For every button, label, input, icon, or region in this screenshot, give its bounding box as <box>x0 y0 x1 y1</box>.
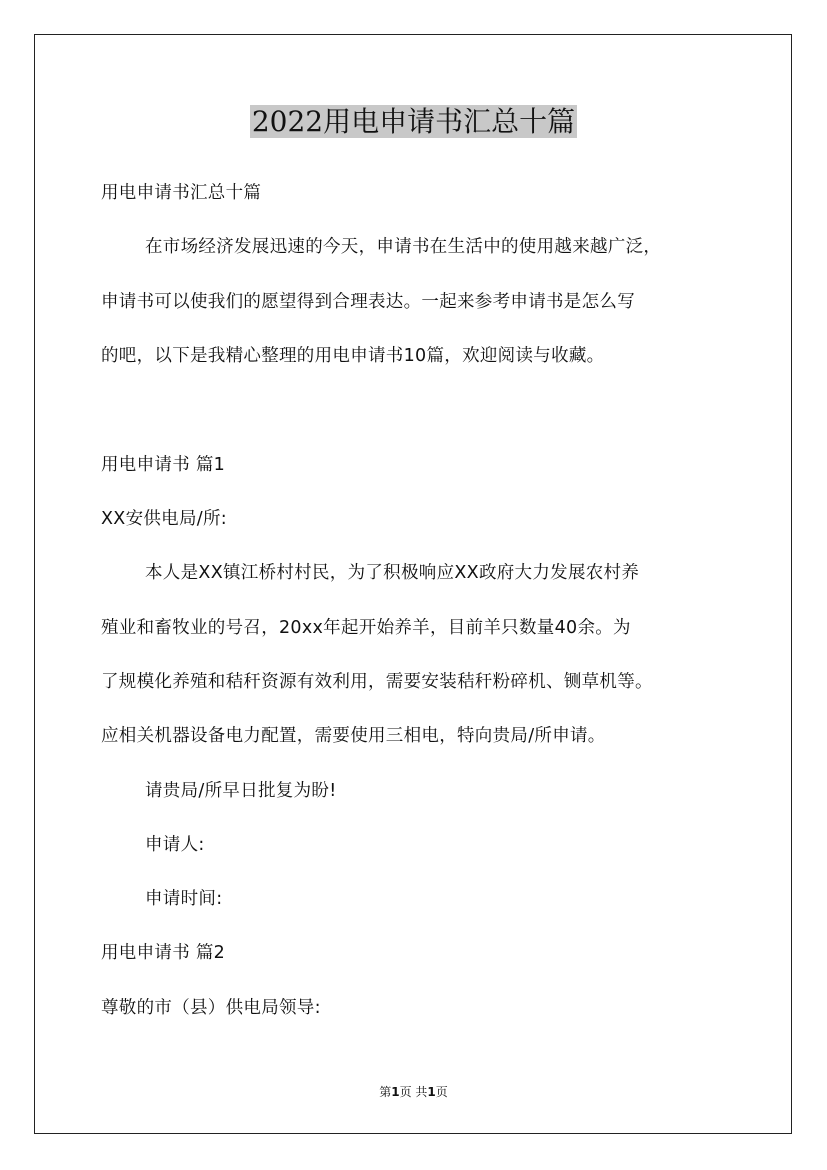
article-1-body-line-1: 本人是XX镇江桥村村民，为了积极响应XX政府大力发展农村养 <box>145 563 640 583</box>
footer-page-number: 1 <box>391 1085 400 1099</box>
article-2-heading: 用电申请书 篇2 <box>101 943 226 963</box>
article-1-heading: 用电申请书 篇1 <box>101 455 226 475</box>
article-2-addressee: 尊敬的市（县）供电局领导: <box>101 998 321 1018</box>
article-1-body-line-3: 了规模化养殖和秸秆资源有效利用，需要安装秸秆粉碎机、铡草机等。 <box>101 672 653 692</box>
footer-suffix: 页 <box>435 1085 448 1099</box>
document-title-text: 2022用电申请书汇总十篇 <box>251 105 576 138</box>
article-1-body-line-4: 应相关机器设备电力配置，需要使用三相电，特向贵局/所申请。 <box>101 726 606 746</box>
intro-line-3: 的吧，以下是我精心整理的用电申请书10篇，欢迎阅读与收藏。 <box>101 346 605 366</box>
footer-total-pages: 1 <box>427 1085 436 1099</box>
footer-mid: 页 共 <box>399 1085 428 1099</box>
article-1-date: 申请时间: <box>145 889 223 909</box>
intro-line-2: 申请书可以使我们的愿望得到合理表达。一起来参考申请书是怎么写 <box>101 292 635 312</box>
page-footer <box>0 1083 827 1100</box>
intro-line-1: 在市场经济发展迅速的今天，申请书在生活中的使用越来越广泛， <box>145 237 662 257</box>
article-1-applicant: 申请人: <box>145 835 205 855</box>
article-1-body-line-2: 殖业和畜牧业的号召，20xx年起开始养羊，目前羊只数量40余。为 <box>101 618 631 638</box>
article-1-addressee: XX安供电局/所: <box>101 509 227 529</box>
article-1-closing: 请贵局/所早日批复为盼! <box>145 781 337 801</box>
footer-prefix: 第 <box>379 1085 392 1099</box>
document-title <box>0 100 827 144</box>
document-subtitle: 用电申请书汇总十篇 <box>101 183 262 203</box>
